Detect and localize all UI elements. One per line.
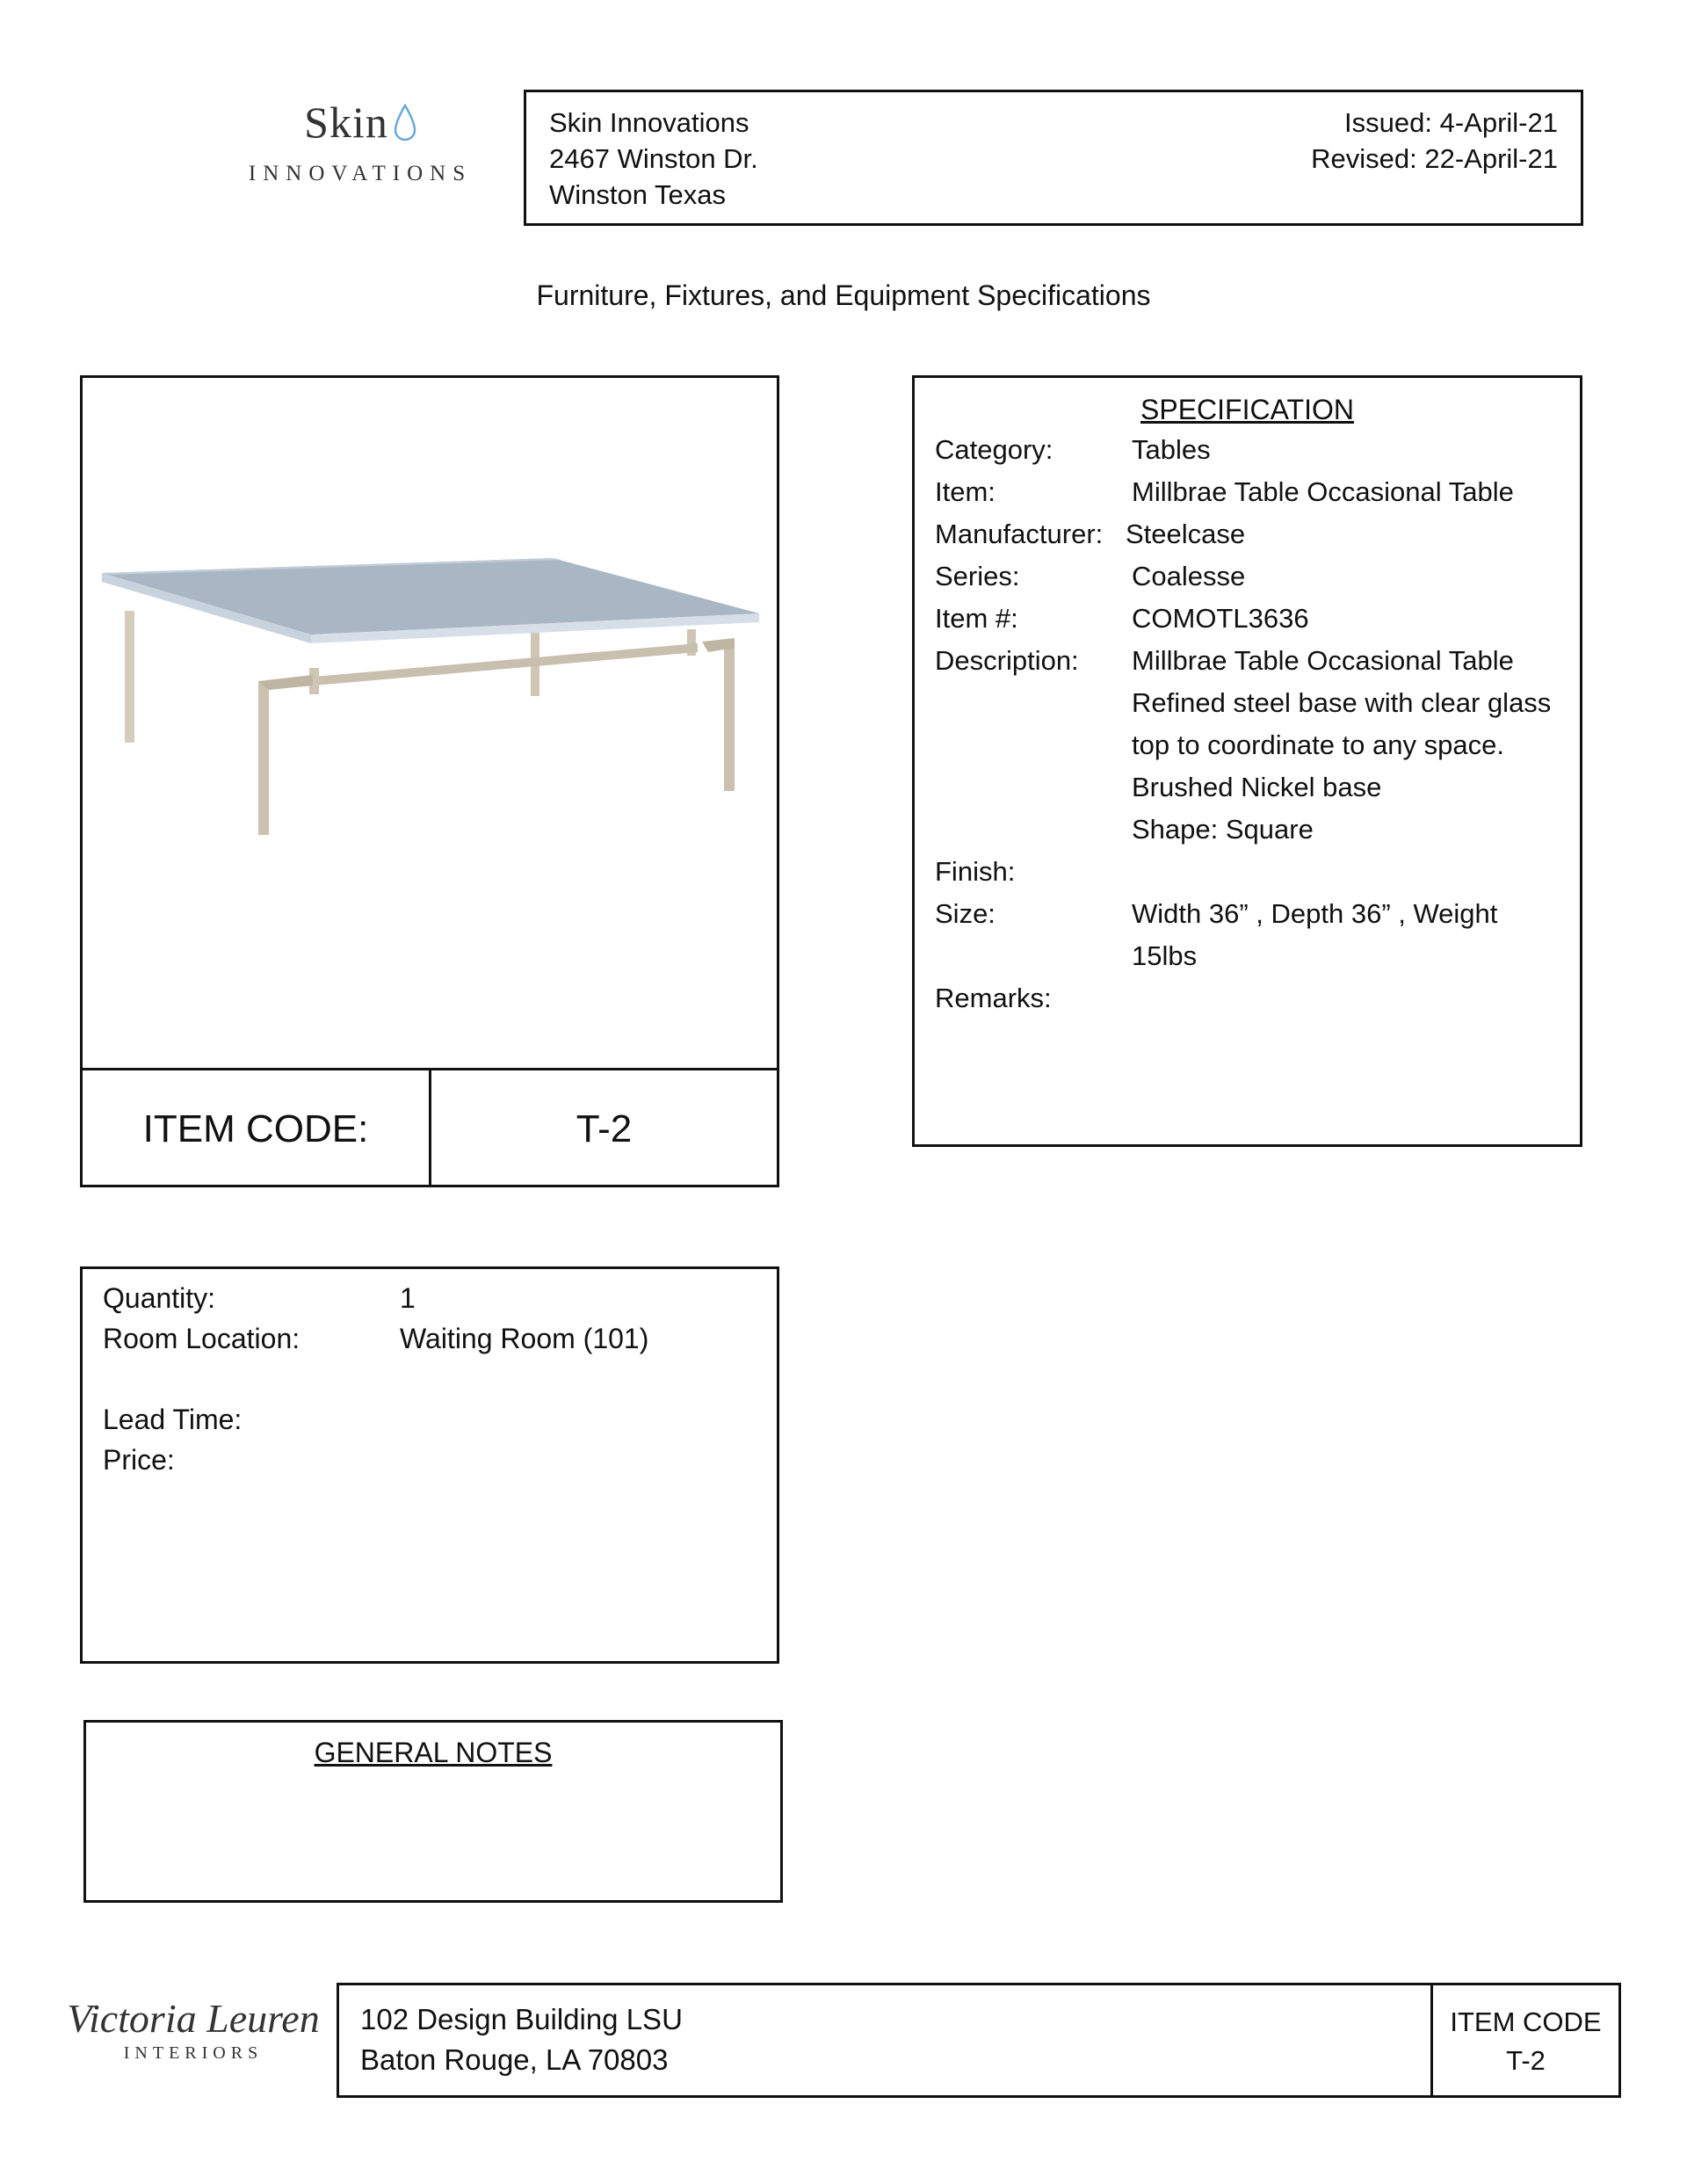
footer-address-line1: 102 Design Building LSU [360,2003,683,2035]
document-title: Furniture, Fixtures, and Equipment Specifications [536,279,1151,311]
water-drop-icon [394,102,416,153]
revised-date: Revised: 22-April-21 [1311,143,1558,174]
victoria-leuren-logo [62,1995,325,2064]
footer-box [337,1983,1621,2098]
client-address-line1: 2467 Winston Dr. [549,143,758,174]
specification-box [912,375,1582,1147]
spec-value: Tables [1132,434,1211,465]
lead-time-label: Lead Time: [103,1404,243,1435]
footer-item-code [1430,1985,1618,2095]
spec-value: Millbrae Table Occasional Table [1132,645,1514,676]
spec-label: Finish: [935,856,1016,887]
spec-label: Series: [935,561,1020,591]
spec-label: Item: [935,476,996,507]
footer-item-code-value: T-2 [1506,2045,1546,2076]
room-location-label: Room Location: [103,1323,300,1354]
spec-value: Steelcase [1126,519,1246,549]
client-address-line2: Winston Texas [549,179,727,210]
spec-value: COMOTL3636 [1132,603,1309,634]
spec-value: Millbrae Table Occasional Table [1132,476,1514,507]
item-code-row [83,1068,777,1185]
item-code-label: ITEM CODE: [83,1070,431,1187]
specification-title: SPECIFICATION [1140,394,1354,425]
general-notes-box [83,1720,783,1903]
spec-label: Remarks: [935,983,1052,1013]
footer-logo-sub: INTERIORS [123,2043,264,2063]
spec-value: Refined steel base with clear glass [1132,687,1552,718]
spec-value: Width 36” , Depth 36” , Weight [1132,898,1498,929]
header-info-box [524,90,1583,226]
spec-label: Size: [935,898,996,929]
spec-label: Description: [935,645,1079,676]
footer-address-line2: Baton Rouge, LA 70803 [360,2043,669,2076]
room-location-value: Waiting Room (101) [400,1323,649,1354]
quantity-label: Quantity: [103,1282,216,1314]
price-label: Price: [103,1444,175,1476]
product-image-box [80,375,779,1187]
general-notes-title: GENERAL NOTES [314,1737,553,1768]
spec-label: Item #: [935,603,1018,634]
order-details-box [80,1266,779,1664]
issued-date: Issued: 4-April-21 [1344,107,1558,138]
spec-value: Shape: Square [1132,814,1314,845]
footer-item-code-label: ITEM CODE [1450,2006,1602,2037]
spec-label: Category: [935,434,1053,465]
spec-value: 15lbs [1132,940,1198,971]
client-name: Skin Innovations [549,107,749,138]
spec-label: Manufacturer: [935,519,1104,549]
logo-brand-text: Skin [304,98,388,147]
quantity-value: 1 [400,1282,416,1314]
skin-innovations-logo [237,97,483,186]
spec-value: Brushed Nickel base [1132,772,1382,802]
footer-address [360,1999,683,2080]
spec-value: Coalesse [1132,561,1246,591]
footer-logo-brand: Victoria Leuren [67,1996,320,2041]
item-code-value: T-2 [576,1107,633,1150]
product-image [83,378,777,1068]
logo-sub-text: INNOVATIONS [248,161,473,185]
spec-value: top to coordinate to any space. [1132,729,1504,760]
